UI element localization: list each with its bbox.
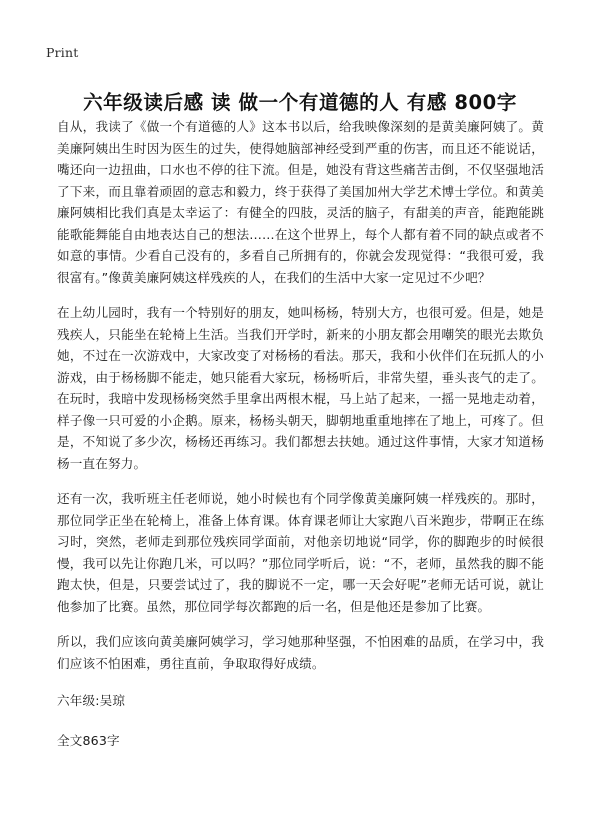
paragraph: 还有一次，我听班主任老师说，她小时候也有个同学像黄美廉阿姨一样残疾的。那时，那位同学正坐在轮椅上，准备上体育课。体育课老师让大家跑八百米跑步，带啊正在练习时，突然，老师走到那位残疾同学面前，对他亲切地说“同学，你的脚跑步的时候很慢，我可以先让你跑几米，可以吗？”那位同学听后，说：“不，老师，虽然我的脚不能跑太快，但是，只要尝试过了，我的脚说不一定，哪一天会好呢”老师无话可说，就让他参加了比赛。虽然，那位同学每次都跑的后一名，但是他还是参加了比赛。 <box>57 491 544 614</box>
paragraph: 所以，我们应该向黄美廉阿姨学习，学习她那种坚强，不怕困难的品质，在学习中，我们应该不怕困难，勇往直前，争取取得好成绩。 <box>57 634 544 671</box>
paragraph: 在上幼儿园时，我有一个特别好的朋友，她叫杨杨，特别大方，也很可爱。但是，她是残疾人，只能坐在轮椅上生活。当我们开学时，新来的小朋友都会用嘲笑的眼光去欺负她，不过在一次游戏中，大家改变了对杨杨的看法。那天，我和小伙伴们在玩抓人的小游戏，由于杨杨脚不能走，她只能看大家玩，杨杨听后，非常失望，垂头丧气的走了。在玩时，我暗中发现杨杨突然手里拿出两根木棍，马上站了起来，一摇一晃地走动着，样子像一只可爱的小企鹅。原来，杨杨头朝天，脚朝地重重地摔在了地上，可疼了。但是，不知说了多少次，杨杨还再练习。我们都想去扶她。通过这件事情，大家才知道杨杨一直在努力。 <box>57 305 544 471</box>
author-signature: 六年级:吴琼 <box>57 693 126 708</box>
word-count: 全文863字 <box>57 732 120 748</box>
page-title: 六年级读后感 读 做一个有道德的人 有感 800字 <box>83 91 517 115</box>
paragraph: 自从，我读了《做一个有道德的人》这本书以后，给我映像深刻的是黄美廉阿姨了。黄美廉阿姨出生时因为医生的过失，使得她脑部神经受到严重的伤害，而且还不能说话，嘴还向一边扭曲，口水也不停的往下流。但是，她没有背这些痛苦击倒，不仅坚强地活了下来，而且靠着顽固的意志和毅力，终于获得了美国加州大学艺术博士学位。和黄美廉阿姨相比我们真是太幸运了：有健全的四肢，灵活的脑子，有甜美的声音，能跑能跳能歌能舞能自由地表达自己的想法……在这个世界上，每个人都有着不同的缺点或者不如意的事情。少看自己没有的，多看自己所拥有的，你就会发现觉得：“我很可爱，我很富有。”像黄美廉阿姨这样残疾的人，在我们的生活中大家一定见过不少吧？ <box>57 119 544 285</box>
print-link[interactable]: Print <box>46 45 79 60</box>
essay-body <box>57 116 544 751</box>
